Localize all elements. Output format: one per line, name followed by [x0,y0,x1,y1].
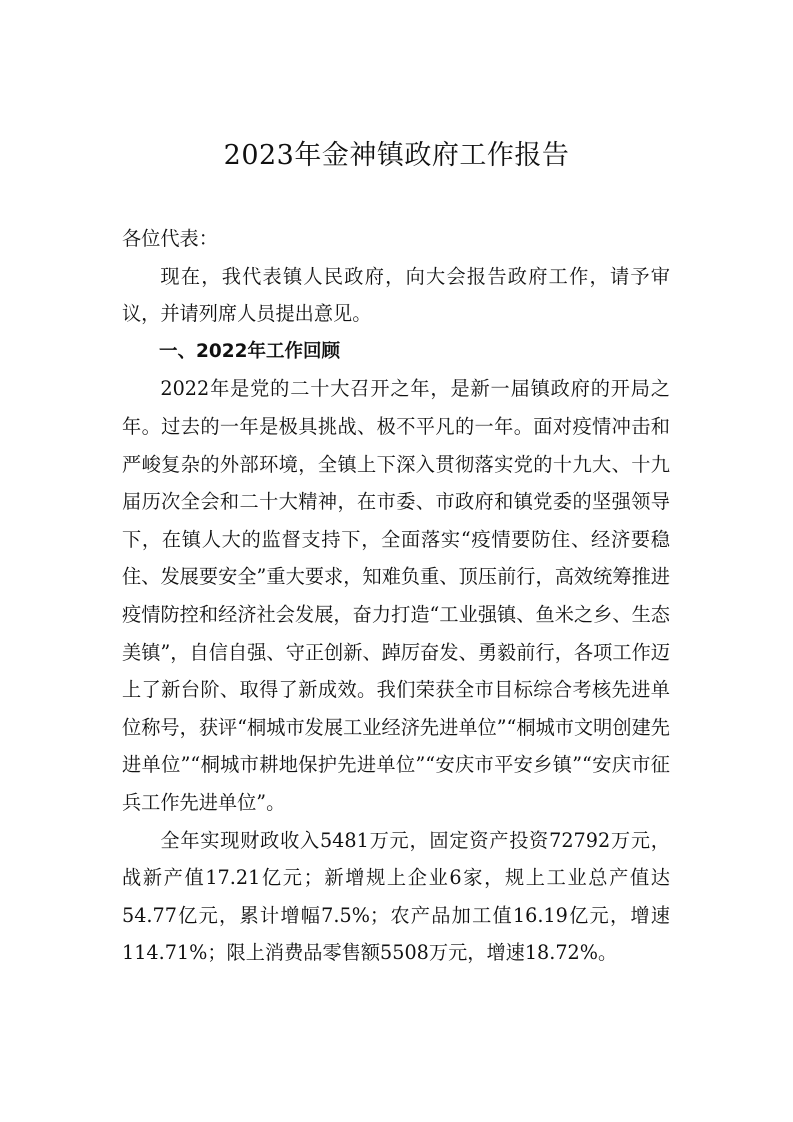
statistics-paragraph: 全年实现财政收入5481万元，固定资产投资72792万元，战新产值17.21亿元；新增规上企业6家，规上工业总产值达54.77亿元，累计增幅7.5%；农产品加工值16.19亿元，增速114.71%；限上消费品零售额5508万元，增速18.72%。 [122,828,670,965]
intro-paragraph: 现在，我代表镇人民政府，向大会报告政府工作，请予审议，并请列席人员提出意见。 [122,264,670,326]
review-paragraph: 2022年是党的二十大召开之年，是新一届镇政府的开局之年。过去的一年是极具挑战、极不平凡的一年。面对疫情冲击和严峻复杂的外部环境，全镇上下深入贯彻落实党的十九大、十九届历次全会和二十大精神，在市委、市政府和镇党委的坚强领导下，在镇人大的监督支持下，全面落实“疫情要防住、经济要稳住、发展要安全”重大要求，知难负重、顶压前行，高效统筹推进疫情防控和经济社会发展，奋力打造“工业强镇、鱼米之乡、生态美镇”，自信自强、守正创新、踔厉奋发、勇毅前行，各项工作迈上了新台阶、取得了新成效。我们荣获全市目标综合考核先进单位称号，获评“桐城市发展工业经济先进单位”“桐城市文明创建先进单位”“桐城市耕地保护先进单位”“安庆市平安乡镇”“安庆市征兵工作先进单位”。 [122,377,670,814]
document-body [122,220,670,972]
salutation: 各位代表： [122,227,218,250]
document-title: 2023年金神镇政府工作报告 [223,140,570,171]
section-heading: 一、2022年工作回顾 [159,340,340,362]
